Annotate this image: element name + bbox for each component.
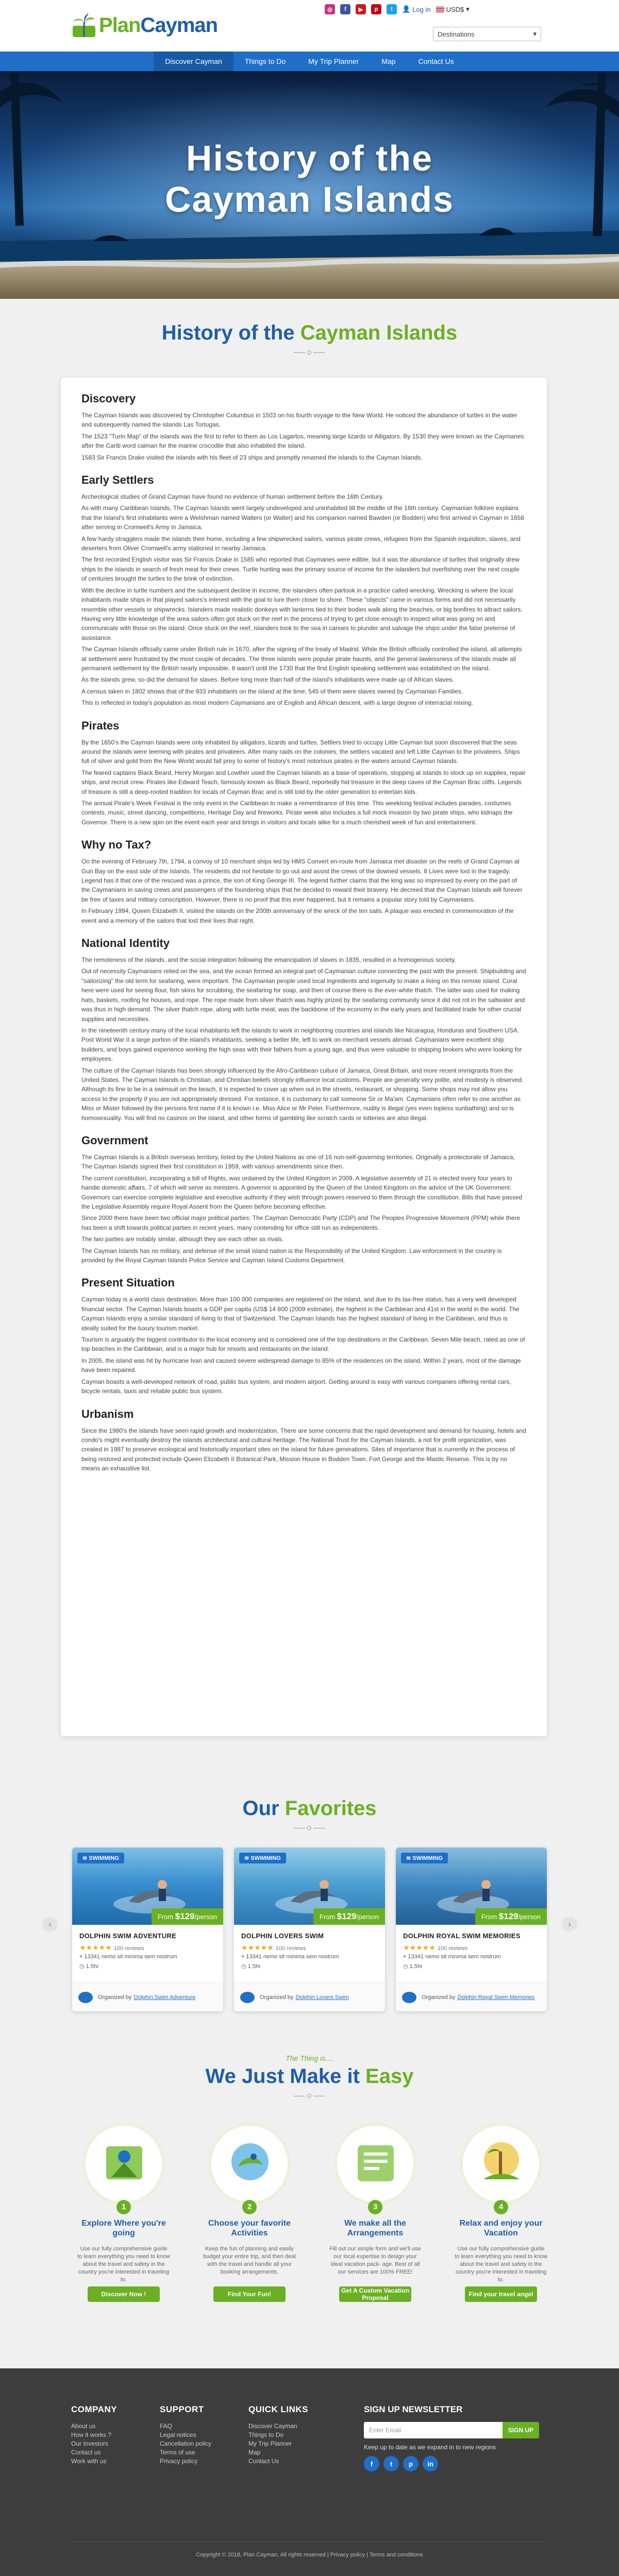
footer-link[interactable]: FAQ: [160, 2422, 173, 2430]
step-number: 3: [368, 2200, 382, 2214]
hero-title-line2: Cayman Islands: [165, 179, 454, 219]
article-paragraph: The Cayman Islands was discovered by Christopher Columbus in 1503 on his fourth voyage to the New World. He noticed the abundance of turtles in the water and subsequently named the islands Las Tortugas.: [81, 412, 517, 429]
review-count: 100 reviews: [275, 1945, 306, 1952]
newsletter-title: SIGN UP NEWSLETTER: [364, 2404, 463, 2414]
article-paragraph: With the decline in turtle numbers and the subsequent decline in income, the islanders often partook in a practice called wrecking. Wrecking is where the local inhabitants made ships in that played sailors's interest with the goal to lure them closer to shore. These "objects" came in various forms and did not necessarily resemble other vessels or shipwrecks. Islanders made realistic donkeys with lanterns tied to their bodies walk along the beaches, or big bonfires to attract sailors. Having very little knowledge of the area sailors often got stuck on the reef in the process of trying to get close enough to inspect what was going on and communicate with those on the island. Once stuck on the reef, islanders took to the sea in canoes to plunder and salvage the ships under the false pretense of assistance.: [81, 586, 523, 641]
newsletter-tagline: Keep up to date as we expand in to new regions: [364, 2444, 496, 2451]
step-button[interactable]: Discover Now !: [88, 2286, 160, 2302]
article-paragraph: The feared captains Black Beard, Henry Morgan and Lowther used the Cayman Islands as a base of operations, stopping at islands to stock up on supplies, repair ships, and recruit crew. Pirates like Edward Teach, famously known as Black Beard, reportedly hid treasure in the deep caves of the Cayman Brac cliffs. Legends of treasure is still a deep-rooted tradition for locals of Cayman Brac and is still told by the older generation to entertain kids.: [81, 769, 526, 795]
activity-tag: [401, 1853, 448, 1863]
organizer-logo: [402, 1992, 416, 2003]
step-number: 2: [242, 2200, 257, 2214]
step-illustration: [334, 2123, 416, 2205]
article-paragraph: As with many Caribbean Islands, The Cayman Islands went largely undeveloped and uninhabited till the middle of the 16th century. Caymanian folklore explains that the Island's first inhabitants were a Welshman named Walters (or Walter) and his companion named Bawden (or Bodden) who first arrived in Cayman in 1658 after serving in Cromwell's Army in Jamaica.: [81, 504, 524, 531]
article-paragraph: The 1523 "Turin Map" of the islands was the first to refer to them as Los Lagartos, meaning large lizards or Alligators. By 1530 they were known as the Caymanes after the Carib word caiman for the marine crocodile that also inhabited the island.: [81, 432, 524, 450]
organizer-link[interactable]: Dolphin Swim Adventure: [133, 1994, 196, 2001]
login-link[interactable]: [402, 5, 431, 13]
duration-text: 1.5hr: [409, 1963, 423, 1970]
activity-card[interactable]: [72, 1848, 223, 2011]
article-paragraph: On the evening of February 7th, 1794, a convoy of 10 merchant ships led by HMS Convert en-route from Jamaica met disaster on the reefs of Grand Cayman at Gun Bay on the east side of the Islands. The residents did not hesitate to go out and assist the crews of the downed vessels. 8 Lives were lost in the tragedy. Legend has it that one of the rescued was a prince, the son of King George III. The legend further claims that the king was so impressed by every on the part of the Caymanians in saving crews and passengers of the foundering ships that he decided to reward their bravery. He decreed that the Cayman Islands will forever be free of taxes and military conscription. However, there is no proof that this ever happened, but it remains a popular story told by Caymanians.: [81, 858, 523, 903]
footer-link[interactable]: Cancellation policy: [160, 2440, 212, 2447]
article-paragraph: The two parties are notably similar, although they are each other as rivals.: [81, 1235, 284, 1243]
article-heading: Pirates: [81, 719, 120, 732]
login-label: Log in: [412, 5, 431, 13]
site-header: [0, 0, 619, 52]
newsletter-signup: [364, 2404, 539, 2471]
price-value: $129: [337, 1911, 357, 1921]
price-value: $129: [175, 1911, 195, 1921]
article-paragraph: Cayman boasts a well-developed network of road, public bus system, and modern airport. Getting around is easy with various companies offering rental cars, bicycle rentals, taxis and reliable public bus system.: [81, 1378, 511, 1395]
article-paragraph: The Cayman Islands officially came under British rule in 1670, after the signing of the treaty of Madrid. While the British officially controlled the island, all attempts at settlement were frustrated by the most couple of decades. The three islands were popular pirate haunts, and the general lawlessness of the islands made all permanent settlement by the British nearly impossible. It wasn't until the 1730 that the first English speaking settlement was established on the island.: [81, 646, 522, 672]
step-illustration: [460, 2123, 542, 2205]
youtube-icon[interactable]: ▶: [356, 4, 366, 14]
nav-map[interactable]: Map: [381, 57, 396, 65]
price-prefix: From: [481, 1913, 497, 1921]
carousel-next-button[interactable]: ›: [562, 1917, 577, 1932]
activity-tag-label: SWIMMING: [250, 1855, 281, 1861]
article-paragraph: Tourism is arguably the biggest contributor to the local economy and is considered one of the top destinations in the Caribbean. Seven Mile beach, rated as one of top beaches in the Caribbean, and is a major hub for resorts and restaurants on the island.: [81, 1336, 525, 1353]
rating-stars: [79, 1943, 144, 1952]
stars-icon: ★★★★★: [241, 1943, 274, 1952]
logo-text-plan: Plan: [99, 13, 141, 37]
pinterest-icon[interactable]: p: [371, 4, 381, 14]
article-paragraph: The remoteness of the islands, and the social integration following the emancipation of slaves in 1835, resulted in a homogenous society.: [81, 956, 456, 964]
activity-title[interactable]: DOLPHIN LOVERS SWIM: [241, 1932, 324, 1940]
article-paragraph: A few hardy stragglers made the islands their home, including a few shipwrecked sailors, various pirate crews, refugees from the Spanish inquisition, slaves, and deserters from Oliver Cromwell's army stationed in nearby Jamaica.: [81, 535, 521, 552]
activity-tag: [77, 1853, 124, 1863]
step-number: 4: [494, 2200, 508, 2214]
stars-icon: ★★★★★: [79, 1943, 112, 1952]
price-suffix: /person: [194, 1913, 217, 1921]
hero-title-line1: History of the: [186, 138, 433, 178]
currency-label: USD$: [446, 5, 464, 13]
rating-stars: [241, 1943, 306, 1952]
article-paragraph: In February 1994, Queen Elizabeth II, visited the islands on the 200th anniversary of the wreck of the ten sails. A plaque was erected in commemoration of the event and a memory of the sailors that lost their lives that night.: [81, 907, 514, 924]
nav-discover-cayman[interactable]: Discover Cayman: [154, 52, 233, 71]
footer-link[interactable]: About us: [71, 2422, 96, 2430]
footer-column: [248, 2404, 308, 2466]
easy-title-part1: We Just Make it: [205, 2065, 366, 2088]
currency-selector[interactable]: [436, 5, 470, 13]
chevron-down-icon: ▾: [466, 5, 470, 13]
article-paragraph: The culture of the Cayman Islands has been strongly influenced by the Afro-Caribbean culture of Jamaica, Great Britain, and more recent immigrants from the United States. The Cayman Islands is Christian, and Christian beliefs strongly influence local customs. People are generally very polite, and modesty is observed. Although its fine to be in a swimsuit on the beach, it is expected to cover up when out in the streets, restaurant, or shopping. Some shops may not allow you access to the property if you are not appropriately dressed. For instance, it is customary to call someone Sir or Ma'am. Caymanians often refer to one another as Miss or Mister followed by the persons first name if it is known i.e. Miss Alice or Mr Peter. Furthermore, nudity is illegal (yes even topless sunbathing) and so is homosexuality. You will find no casinos on the island, and other forms of gambling like scratch cards or lotteries are also illegal.: [81, 1066, 524, 1122]
swimming-icon: ≋: [82, 1855, 88, 1861]
duration-text: 1.5hr: [247, 1963, 261, 1970]
organizer-prefix: Organized by: [98, 1994, 132, 2001]
article-heading: Government: [81, 1133, 148, 1147]
copyright: Copyright © 2018, Plan Cayman. All rights reserved | Privacy policy | Terms and conditions: [196, 2552, 423, 2558]
activity-price: [475, 1908, 547, 1925]
activity-price: [152, 1908, 223, 1925]
article-paragraph: Archeological studies of Grand Cayman have found no evidence of human settlement before the 16th Century.: [81, 493, 384, 501]
organizer-logo: [240, 1992, 255, 2003]
article-paragraph: 1583 Sir Francis Drake visited the islands with his fleet of 23 ships and promptly renamed the islands to the Cayman Islands.: [81, 453, 423, 461]
newsletter-email-input[interactable]: Enter Email: [364, 2422, 503, 2438]
duration-text: 1.5hr: [86, 1963, 99, 1970]
step-number: 1: [116, 2200, 131, 2214]
step-illustration: [208, 2123, 291, 2205]
article-paragraph: The Cayman Islands is a British overseas territory, listed by the United Nations as one of 16 non-self-governing territories. Originally a protectorate of Jamaica, The Cayman Islands signed their first constitution in 1959, with various amendments since then.: [81, 1153, 515, 1171]
favorites-title-part1: Our: [242, 1797, 285, 1820]
article-paragraph: The first recorded English visitor was Sir Francis Drake in 1585 who reported that Caymanes were edible, but it was the abundance of turtles that originally drew ships to the islands in search of fresh meat for their crews. Turtle hunting was the primary source of income for the islanders but overfishing over the next couple of centuries brought the turtles to the brink of extinction.: [81, 556, 520, 583]
activity-price: [313, 1908, 385, 1925]
footer-link[interactable]: My Trip Planner: [248, 2440, 292, 2447]
map-pin-icon: ⌖: [241, 1954, 245, 1960]
footer-column-title: COMPANY: [71, 2404, 118, 2414]
price-suffix: /person: [518, 1913, 541, 1921]
organizer-link[interactable]: Dolphin Lovers Swim: [295, 1994, 349, 2001]
clock-icon: ◷: [241, 1963, 246, 1970]
step-description: Fill out our simple form and we'll use our local expertise to design your ideal vacation pack- age. Best of all our services are 100% FREE!: [329, 2246, 421, 2275]
easy-step: [198, 2123, 301, 2339]
step-button[interactable]: Find Your Fun!: [213, 2286, 286, 2302]
footer-link[interactable]: Things to Do: [248, 2431, 284, 2438]
article-paragraph: Out of necessity Caymanians relied on the sea, and the ocean formed an integral part of Caymanian culture connecting the past with the present. Shipbuilding and "sailorizing" the old term for seafaring, were important. The Caymanian people used local ingredients and ingenuity to make a living on this remote island. Coral here were used for seeing flour, fish skins for scrubbing, the seafaring for soap, and then of course there is the ever-white thatch. The latter was used for making hats, baskets, roofing for houses, and rope. The rope made from silver thatch was highly prized by the seafaring community since it did not rot in the saltwater and was thus in high demand. The silver thatch rope, along with turtle meat, was the backbone of the economy in the early years and facilitated trade for other crucial supplies and necessities.: [81, 968, 526, 1023]
activity-duration: [403, 1963, 423, 1970]
article-paragraph: As the islands grew, so did the demand for slaves. Before long more than half of the island's inhabitants were made up of African slaves.: [81, 676, 454, 684]
article-heading: Why no Tax?: [81, 838, 152, 852]
activity-duration: [241, 1963, 261, 1970]
footer-link[interactable]: How it works ?: [71, 2431, 112, 2438]
organizer-logo: [78, 1992, 93, 2003]
article-heading: Discovery: [81, 392, 136, 405]
clock-icon: ◷: [403, 1963, 408, 1970]
hero-banner: [0, 71, 619, 299]
swimming-icon: ≋: [406, 1855, 411, 1861]
step-button[interactable]: Find your travel angel: [465, 2286, 537, 2302]
article-section-title: [0, 321, 619, 345]
footer-link[interactable]: Our Investors: [71, 2440, 109, 2447]
favorites-title: [0, 1797, 619, 1820]
logo-palm-icon: [71, 12, 97, 38]
rating-stars: [403, 1943, 467, 1952]
footer-link[interactable]: Work with us: [71, 2458, 107, 2465]
step-title: Choose your favorite Activities: [208, 2219, 291, 2238]
article-paragraph: A census taken in 1802 shows that of the 933 inhabitants on the island at the time, 545 of them were slaves owned by Caymanian Families.: [81, 687, 463, 695]
activity-organizer: [396, 1982, 547, 2011]
step-illustration: [82, 2123, 165, 2205]
footer-link[interactable]: Map: [248, 2449, 261, 2456]
organizer-prefix: Organized by: [260, 1994, 294, 2001]
site-footer: [0, 2368, 619, 2576]
article-paragraph: This is reflected in today's population as most modern Caymanians are of English and African descent, with a large degree of interracial mixing.: [81, 699, 474, 707]
footer-link[interactable]: Contact us: [71, 2449, 101, 2456]
article-heading: National Identity: [81, 937, 170, 950]
site-logo[interactable]: [71, 7, 218, 43]
footer-column: [71, 2404, 117, 2466]
article-paragraph: The annual Pirate's Week Festival is the only event in the Caribbean to make a remembrance of this time. This weeklong festival includes parades, costumes contests, music, street dancing, competitions, Heritage Day and fireworks. Pirate week also includes a full mock invasion by two pirate ships, who kidnaps the Governor. There is a new spin on the event each year and brings in visitors and locals alike for a much cherished week of fun and entertainment.: [81, 800, 513, 826]
nav-things-to-do[interactable]: Things to Do: [244, 57, 286, 65]
footer-link[interactable]: Discover Cayman: [248, 2422, 297, 2430]
footer-link[interactable]: Privacy policy: [160, 2458, 198, 2465]
title-divider-icon: [294, 2093, 325, 2100]
article-paragraph: Cayman today is a world class destination. More than 100 000 companies are registered on the island, and due to its tax-free status, has a very well developed financial sector. The Cayman Islands boasts a GDP per capita (US$ 14 800 (2009 estimate), the highest in the Caribbean and 41st in the world in the world. The Cayman Islands enjoy a similar standard of living to that of Switzerland. The Cayman Islands has the highest standard of living in the Caribbean, and thus is ideally suited for the luxury tourism market.: [81, 1296, 520, 1332]
easy-step: [72, 2123, 175, 2339]
article-paragraph: The current constitution, incorporating a bill of Rights, was ordained by the United Kingdom in 2009. A legislative assembly of 21 is elected every four years to handle domestic affairs, 7 of which will serve as ministers. A governor is appointed by the Queen of the United Kingdom on the advice of the UK Government. Governors can exercise complete legislative and executive authority if they wish through powers reserved to them through the constitution. Bills that have passed the Legislative Assembly require Royal Assent from the Queen before becoming effective.: [81, 1174, 523, 1210]
step-description: Use our fully comprehensive guide to learn everything you need to know about the travel and safety in the country you're interested in traveling to.: [77, 2246, 170, 2283]
footer-link[interactable]: Terms of use: [160, 2449, 195, 2456]
easy-title-part2: Easy: [365, 2065, 414, 2088]
article-heading: Early Settlers: [81, 473, 154, 487]
easy-step: [324, 2123, 427, 2339]
nav-my-trip-planner[interactable]: My Trip Planner: [308, 57, 359, 65]
swimming-icon: ≋: [244, 1855, 249, 1861]
history-article: [61, 378, 547, 1736]
article-heading: Present Situation: [81, 1276, 175, 1290]
activity-title[interactable]: DOLPHIN SWIM ADVENTURE: [79, 1932, 177, 1940]
article-paragraph: In the nineteenth century many of the local inhabitants left the islands to work in neighboring countries and islands like Nicaragua, Honduras and Southern USA. Post World War II a large portion of the island's inhabitants, seeking a better life, left to work on merchant vessels abroad. Caymanians were excellent ship builders, and boys gained experience working the high seas with their fathers from a young age, and thus were valuable to shipping brokers who were looking for employees.: [81, 1026, 522, 1063]
destinations-select[interactable]: [433, 27, 541, 41]
chevron-down-icon: ▾: [533, 30, 537, 38]
location-text: 13341 nemo sit minima sem nostrum: [246, 1954, 339, 1960]
activity-organizer: [234, 1982, 385, 2011]
activity-card[interactable]: [234, 1848, 385, 2011]
main-nav: [0, 52, 619, 71]
organizer-prefix: Organized by: [422, 1994, 456, 2001]
activity-tag-label: SWIMMING: [89, 1855, 119, 1861]
price-suffix: /person: [356, 1913, 379, 1921]
title-divider-icon: [294, 1825, 325, 1832]
activity-tag-label: SWIMMING: [412, 1855, 443, 1861]
activity-card[interactable]: [396, 1848, 547, 2011]
user-icon: 👤: [402, 5, 411, 13]
price-value: $129: [498, 1911, 518, 1921]
step-title: Relax and enjoy your Vacation: [459, 2219, 543, 2238]
activity-location: [403, 1954, 501, 1960]
map-pin-icon: ⌖: [79, 1954, 83, 1960]
step-title: We make all the Arrangements: [344, 2219, 406, 2238]
review-count: 100 reviews: [113, 1945, 144, 1952]
us-flag-icon: [436, 7, 444, 12]
activity-location: [241, 1954, 339, 1960]
nav-contact-us[interactable]: Contact Us: [418, 57, 454, 65]
step-description: Use our fully comprehensive guide to learn everything you need to know about the travel and safety in the country you're interested in traveling to.: [455, 2246, 547, 2283]
footer-column-title: QUICK LINKS: [248, 2404, 308, 2414]
price-prefix: From: [157, 1913, 174, 1921]
destinations-value: Destinations: [438, 30, 475, 38]
activity-organizer: [72, 1982, 223, 2011]
step-button[interactable]: Get A Custom Vacation Proposal: [339, 2286, 411, 2302]
carousel-prev-button[interactable]: ‹: [42, 1917, 58, 1932]
instagram-icon[interactable]: ◎: [325, 4, 335, 14]
easy-title: [0, 2065, 619, 2088]
header-utilities: [325, 4, 470, 14]
article-paragraph: Since the 1980's the islands have seen rapid growth and modernization. There are some concerns that the rapid development and demand for housing, hotels and condo's might eventually destroy the islands architectural and cultural heritage. The National Trust for the Cayman Islands, a not for profit organization, was created in 1987 to preserve ecological and historically important sites on the island for future generations. Sites of importance that is currently in the process of being restored and protected include Queen Elizabeth II Botanical Park, Mission House in Bodden Town, Fort George and the Mastic Reserve. This is by no means an exhaustive list.: [81, 1427, 526, 1472]
easy-step: [449, 2123, 553, 2339]
title-divider-icon: [294, 349, 325, 357]
article-paragraph: The Cayman Islands has no military, and defense of the small island nation is the Responsibility of the United Kingdom. Law enforcement in the country is provided by the Royal Cayman Islands Police Service and Cayman Island Customs Department.: [81, 1247, 502, 1264]
footer-column-title: SUPPORT: [160, 2404, 204, 2414]
article-title-part1: History of the: [161, 321, 300, 344]
favorites-title-part2: Favorites: [285, 1797, 377, 1820]
facebook-icon[interactable]: f: [340, 4, 350, 14]
footer-pinterest-icon[interactable]: p: [403, 2456, 419, 2471]
clock-icon: ◷: [79, 1963, 85, 1970]
activity-tag: [239, 1853, 286, 1863]
organizer-link[interactable]: Dolphin Royal Swim Memories: [457, 1994, 535, 2001]
map-pin-icon: ⌖: [403, 1954, 407, 1960]
price-prefix: From: [319, 1913, 336, 1921]
footer-twitter-icon[interactable]: t: [383, 2456, 399, 2471]
activity-duration: [79, 1963, 99, 1970]
footer-facebook-icon[interactable]: f: [364, 2456, 379, 2471]
footer-link[interactable]: Legal notices: [160, 2431, 196, 2438]
step-description: Keep the fun of planning and easily budget your entire trip, and then deal with the travel and handle all your booking arrangements.: [203, 2246, 296, 2275]
twitter-icon[interactable]: t: [387, 4, 397, 14]
newsletter-signup-button[interactable]: SIGN UP: [503, 2422, 539, 2438]
footer-column: [160, 2404, 211, 2466]
article-heading: Urbanism: [81, 1407, 134, 1420]
footer-linkedin-icon[interactable]: in: [423, 2456, 438, 2471]
step-title: Explore Where you're going: [81, 2219, 166, 2238]
location-text: 13341 nemo sit minima sem nostrum: [84, 1954, 177, 1960]
stars-icon: ★★★★★: [403, 1943, 436, 1952]
review-count: 100 reviews: [437, 1945, 468, 1952]
article-title-part2: Cayman Islands: [300, 321, 458, 344]
article-paragraph: Since 2000 there have been two official major political parties: The Cayman Democratic Party (CDP) and The Peoples Progressive Movement (PPM) while there has been a shift towards political parties in recent years, many contending for office still run as independents.: [81, 1214, 521, 1231]
article-paragraph: In 2005, the island was hit by hurricane Ivan and caused severe widespread damage to 85% of the residences on the island. Within 2 years, most of the damage have been repaired.: [81, 1357, 521, 1374]
footer-link[interactable]: Contact Us: [248, 2458, 279, 2465]
activity-title[interactable]: DOLPHIN ROYAL SWIM MEMORIES: [403, 1932, 521, 1940]
easy-kicker: The Thing is....: [286, 2054, 333, 2062]
article-paragraph: By the 1650's the Cayman Islands were only inhabited by alligators, lizards and turtles. Settlers tried to occupy Little Cayman but soon discovered that the seas around the islands were teeming with pirates and privateers. After many raids on the colonies, the settlers vacated and left Little Cayman to the privateers. Ships full of silver and gold from the New World would fall prey to some of history's most notorious pirates in the waters around Cayman Islands.: [81, 738, 520, 765]
activity-location: [79, 1954, 177, 1960]
location-text: 13341 nemo sit minima sem nostrum: [408, 1954, 501, 1960]
logo-text-cayman: Cayman: [140, 13, 218, 37]
